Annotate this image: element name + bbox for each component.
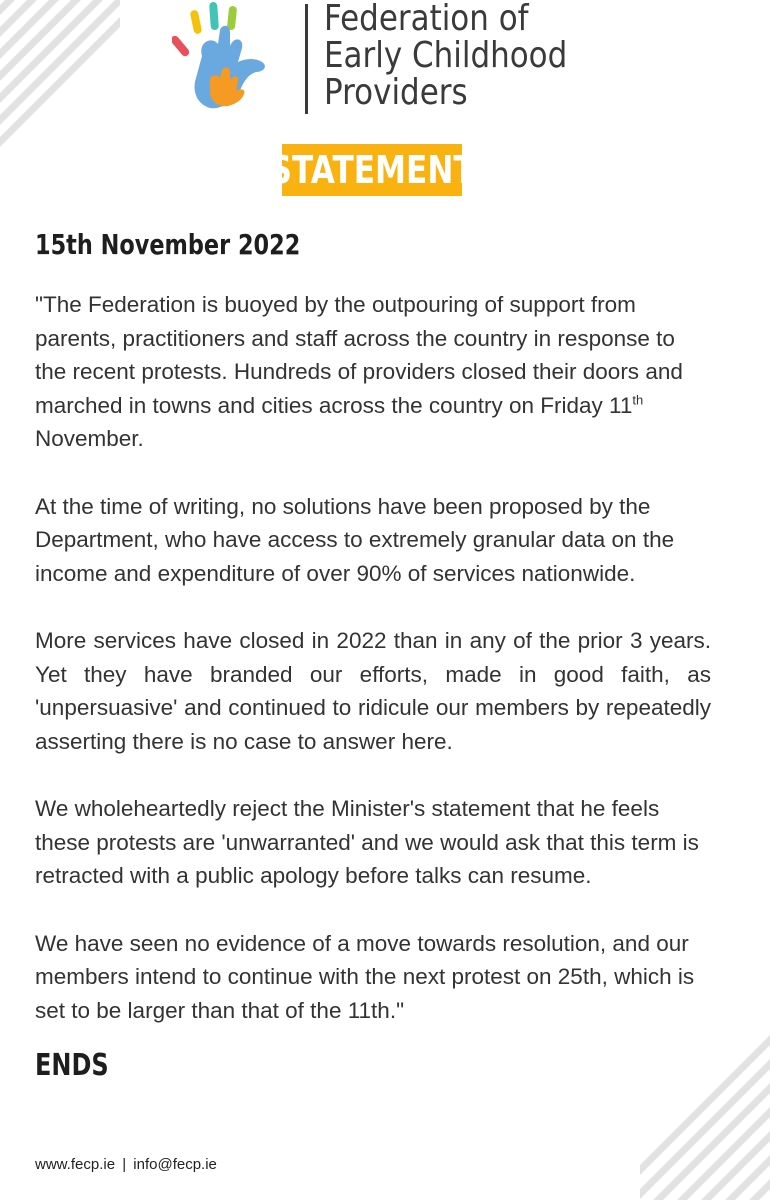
statement-badge-label: STATEMENT	[269, 148, 475, 192]
paragraph-1-end: November.	[35, 426, 144, 451]
website-link[interactable]: www.fecp.ie	[35, 1156, 116, 1173]
statement-body	[35, 288, 711, 1061]
statement-date: 15th November 2022	[35, 228, 301, 261]
org-name-line-3: Providers	[324, 72, 468, 113]
org-name-line-2: Early Childhood	[324, 35, 568, 76]
header	[172, 0, 592, 120]
corner-stripes-top-left	[0, 0, 120, 160]
paragraph-5: We have seen no evidence of a move towards resolution, and our members intend to continue with the next protest on 25th, which is set to be larger than that of the 11th."	[35, 930, 695, 1023]
org-name-line-1: Federation of	[324, 0, 529, 39]
email-link[interactable]: info@fecp.ie	[133, 1156, 217, 1173]
organization-name	[324, 0, 567, 111]
ordinal-suffix: th	[632, 392, 644, 407]
paragraph-1-text: "The Federation is buoyed by the outpouring of support from parents, practitioners and staff across the country in response to the recent protests. Hundreds of providers closed their doors and marched in towns and cities across the country on Friday 11	[35, 292, 683, 418]
paragraph-3: More services have closed in 2022 than in any of the prior 3 years. Yet they have branded our efforts, made in good faith, as 'unpersuasive' and continued to ridicule our members by repeatedly asserting there is no case to answer here.	[35, 628, 711, 754]
footer-separator: |	[122, 1156, 127, 1173]
hand-prints-icon	[172, 0, 292, 118]
paragraph-1	[35, 288, 711, 456]
header-divider	[305, 4, 308, 114]
paragraph-4: We wholeheartedly reject the Minister's statement that he feels these protests are 'unwarranted' and we would ask that this term is retracted with a public apology before talks can resume.	[35, 796, 699, 888]
ends-marker: ENDS	[35, 1048, 109, 1083]
footer	[35, 1156, 217, 1173]
statement-badge	[269, 144, 475, 196]
paragraph-2: At the time of writing, no solutions have been proposed by the Department, who have access to extremely granular data on the income and expenditure of over 90% of services nationwide.	[35, 493, 675, 586]
